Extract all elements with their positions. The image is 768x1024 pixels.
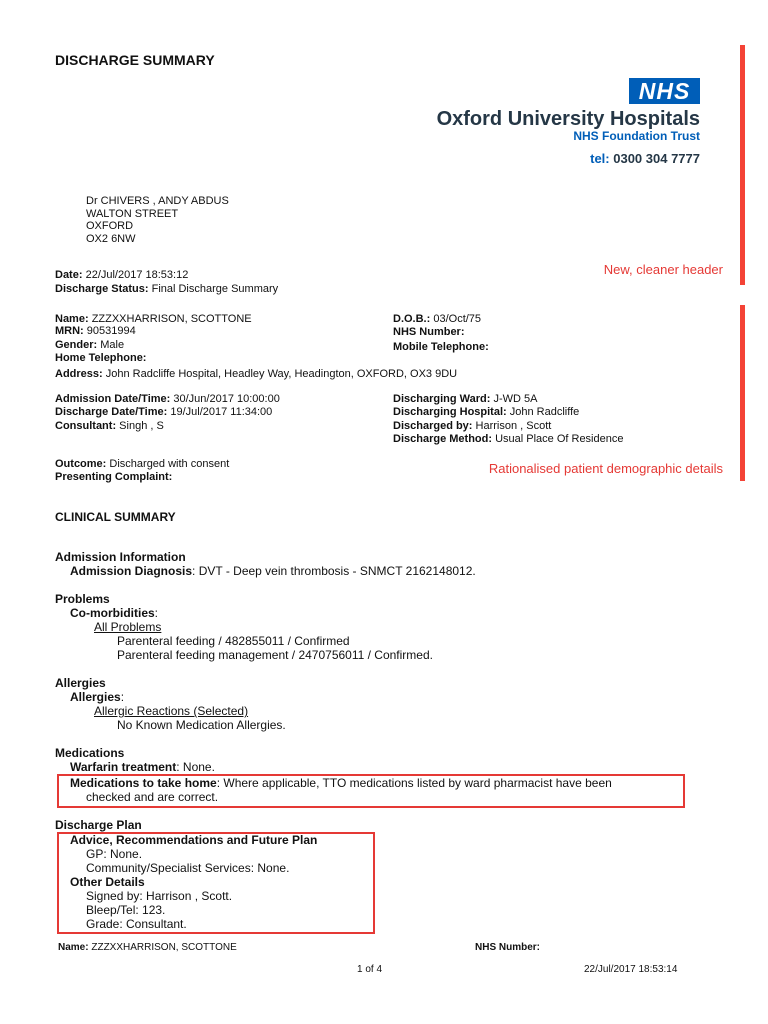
header-annotation-bar (740, 45, 745, 285)
presenting-complaint-label: Presenting Complaint: (55, 471, 173, 483)
home-telephone-label: Home Telephone: (55, 352, 147, 364)
patient-gender: Gender: Male (55, 339, 125, 351)
admission-information-heading: Admission Information (55, 550, 186, 564)
warfarin-treatment: Warfarin treatment: None. (70, 760, 215, 774)
patient-name: Name: ZZZXXHARRISON, SCOTTONE (55, 313, 252, 325)
recipient-address (86, 195, 229, 245)
discharging-ward: Discharging Ward: J-WD 5A (393, 393, 538, 405)
problem-item: Parenteral feeding management / 2470756011 / Confirmed. (117, 648, 433, 662)
discharge-datetime: Discharge Date/Time: 19/Jul/2017 11:34:00 (55, 406, 273, 418)
all-problems-link: All Problems (94, 620, 162, 634)
bleep-tel: Bleep/Tel: 123. (86, 903, 166, 917)
discharge-method: Discharge Method: Usual Place Of Residence (393, 433, 624, 445)
patient-address: Address: John Radcliffe Hospital, Headley Way, Headington, OXFORD, OX3 9DU (55, 368, 458, 380)
consultant: Consultant: Singh , S (55, 420, 164, 432)
header-annotation-note: New, cleaner header (603, 262, 723, 277)
discharge-status: Discharge Status: Final Discharge Summary (55, 283, 279, 295)
problems-heading: Problems (55, 592, 110, 606)
telephone-line (590, 151, 700, 166)
tel-number: 0300 304 7777 (613, 151, 700, 166)
medications-to-take-home-cont: checked and are correct. (86, 790, 219, 804)
admission-diagnosis: Admission Diagnosis: DVT - Deep vein thrombosis - SNMCT 2162148012. (70, 564, 476, 578)
discharging-hospital: Discharging Hospital: John Radcliffe (393, 406, 580, 418)
tel-label: tel: (590, 151, 610, 166)
address-line: Dr CHIVERS , ANDY ABDUS (86, 195, 229, 207)
discharged-by: Discharged by: Harrison , Scott (393, 420, 552, 432)
medications-heading: Medications (55, 746, 125, 760)
address-line: WALTON STREET (86, 207, 179, 220)
allergic-reactions-link: Allergic Reactions (Selected) (94, 704, 249, 718)
allergies-label: Allergies: (70, 690, 125, 704)
nhs-logo: NHS (629, 78, 700, 104)
nhs-number-label: NHS Number: (393, 326, 465, 338)
footer-nhs-number-label: NHS Number: (475, 942, 541, 953)
grade: Grade: Consultant. (86, 917, 187, 931)
gp-advice: GP: None. (86, 847, 143, 861)
advice-heading: Advice, Recommendations and Future Plan (70, 833, 318, 847)
clinical-summary-heading: CLINICAL SUMMARY (55, 510, 176, 524)
problem-item: Parenteral feeding / 482855011 / Confirmed (117, 634, 350, 648)
footer-patient-name: Name: ZZZXXHARRISON, SCOTTONE (58, 942, 237, 953)
outcome: Outcome: Discharged with consent (55, 458, 230, 470)
comorbidities: Co-morbidities: (70, 606, 159, 620)
community-services: Community/Specialist Services: None. (86, 861, 290, 875)
allergy-item: No Known Medication Allergies. (117, 718, 286, 732)
medications-to-take-home: Medications to take home: Where applicable, TTO medications listed by ward pharmacist have been (70, 776, 612, 790)
document-date: Date: 22/Jul/2017 18:53:12 (55, 269, 189, 281)
allergies-heading: Allergies (55, 676, 106, 690)
demographics-annotation-note: Rationalised patient demographic details (488, 461, 723, 476)
other-details-heading: Other Details (70, 875, 145, 889)
page-number: 1 of 4 (357, 964, 383, 975)
discharge-plan-heading: Discharge Plan (55, 818, 142, 832)
document-title: DISCHARGE SUMMARY (55, 52, 215, 68)
address-line: OX2 6NW (86, 232, 136, 245)
trust-name: NHS Foundation Trust (573, 129, 700, 143)
signed-by: Signed by: Harrison , Scott. (86, 889, 233, 903)
address-line: OXFORD (86, 220, 134, 232)
patient-dob: D.O.B.: 03/Oct/75 (393, 313, 482, 325)
footer-timestamp: 22/Jul/2017 18:53:14 (584, 964, 678, 975)
patient-mrn: MRN: 90531994 (55, 325, 136, 337)
admission-datetime: Admission Date/Time: 30/Jun/2017 10:00:00 (55, 393, 280, 405)
demographics-annotation-bar (740, 305, 745, 481)
mobile-telephone-label: Mobile Telephone: (393, 341, 489, 353)
hospital-name: Oxford University Hospitals (436, 108, 700, 130)
